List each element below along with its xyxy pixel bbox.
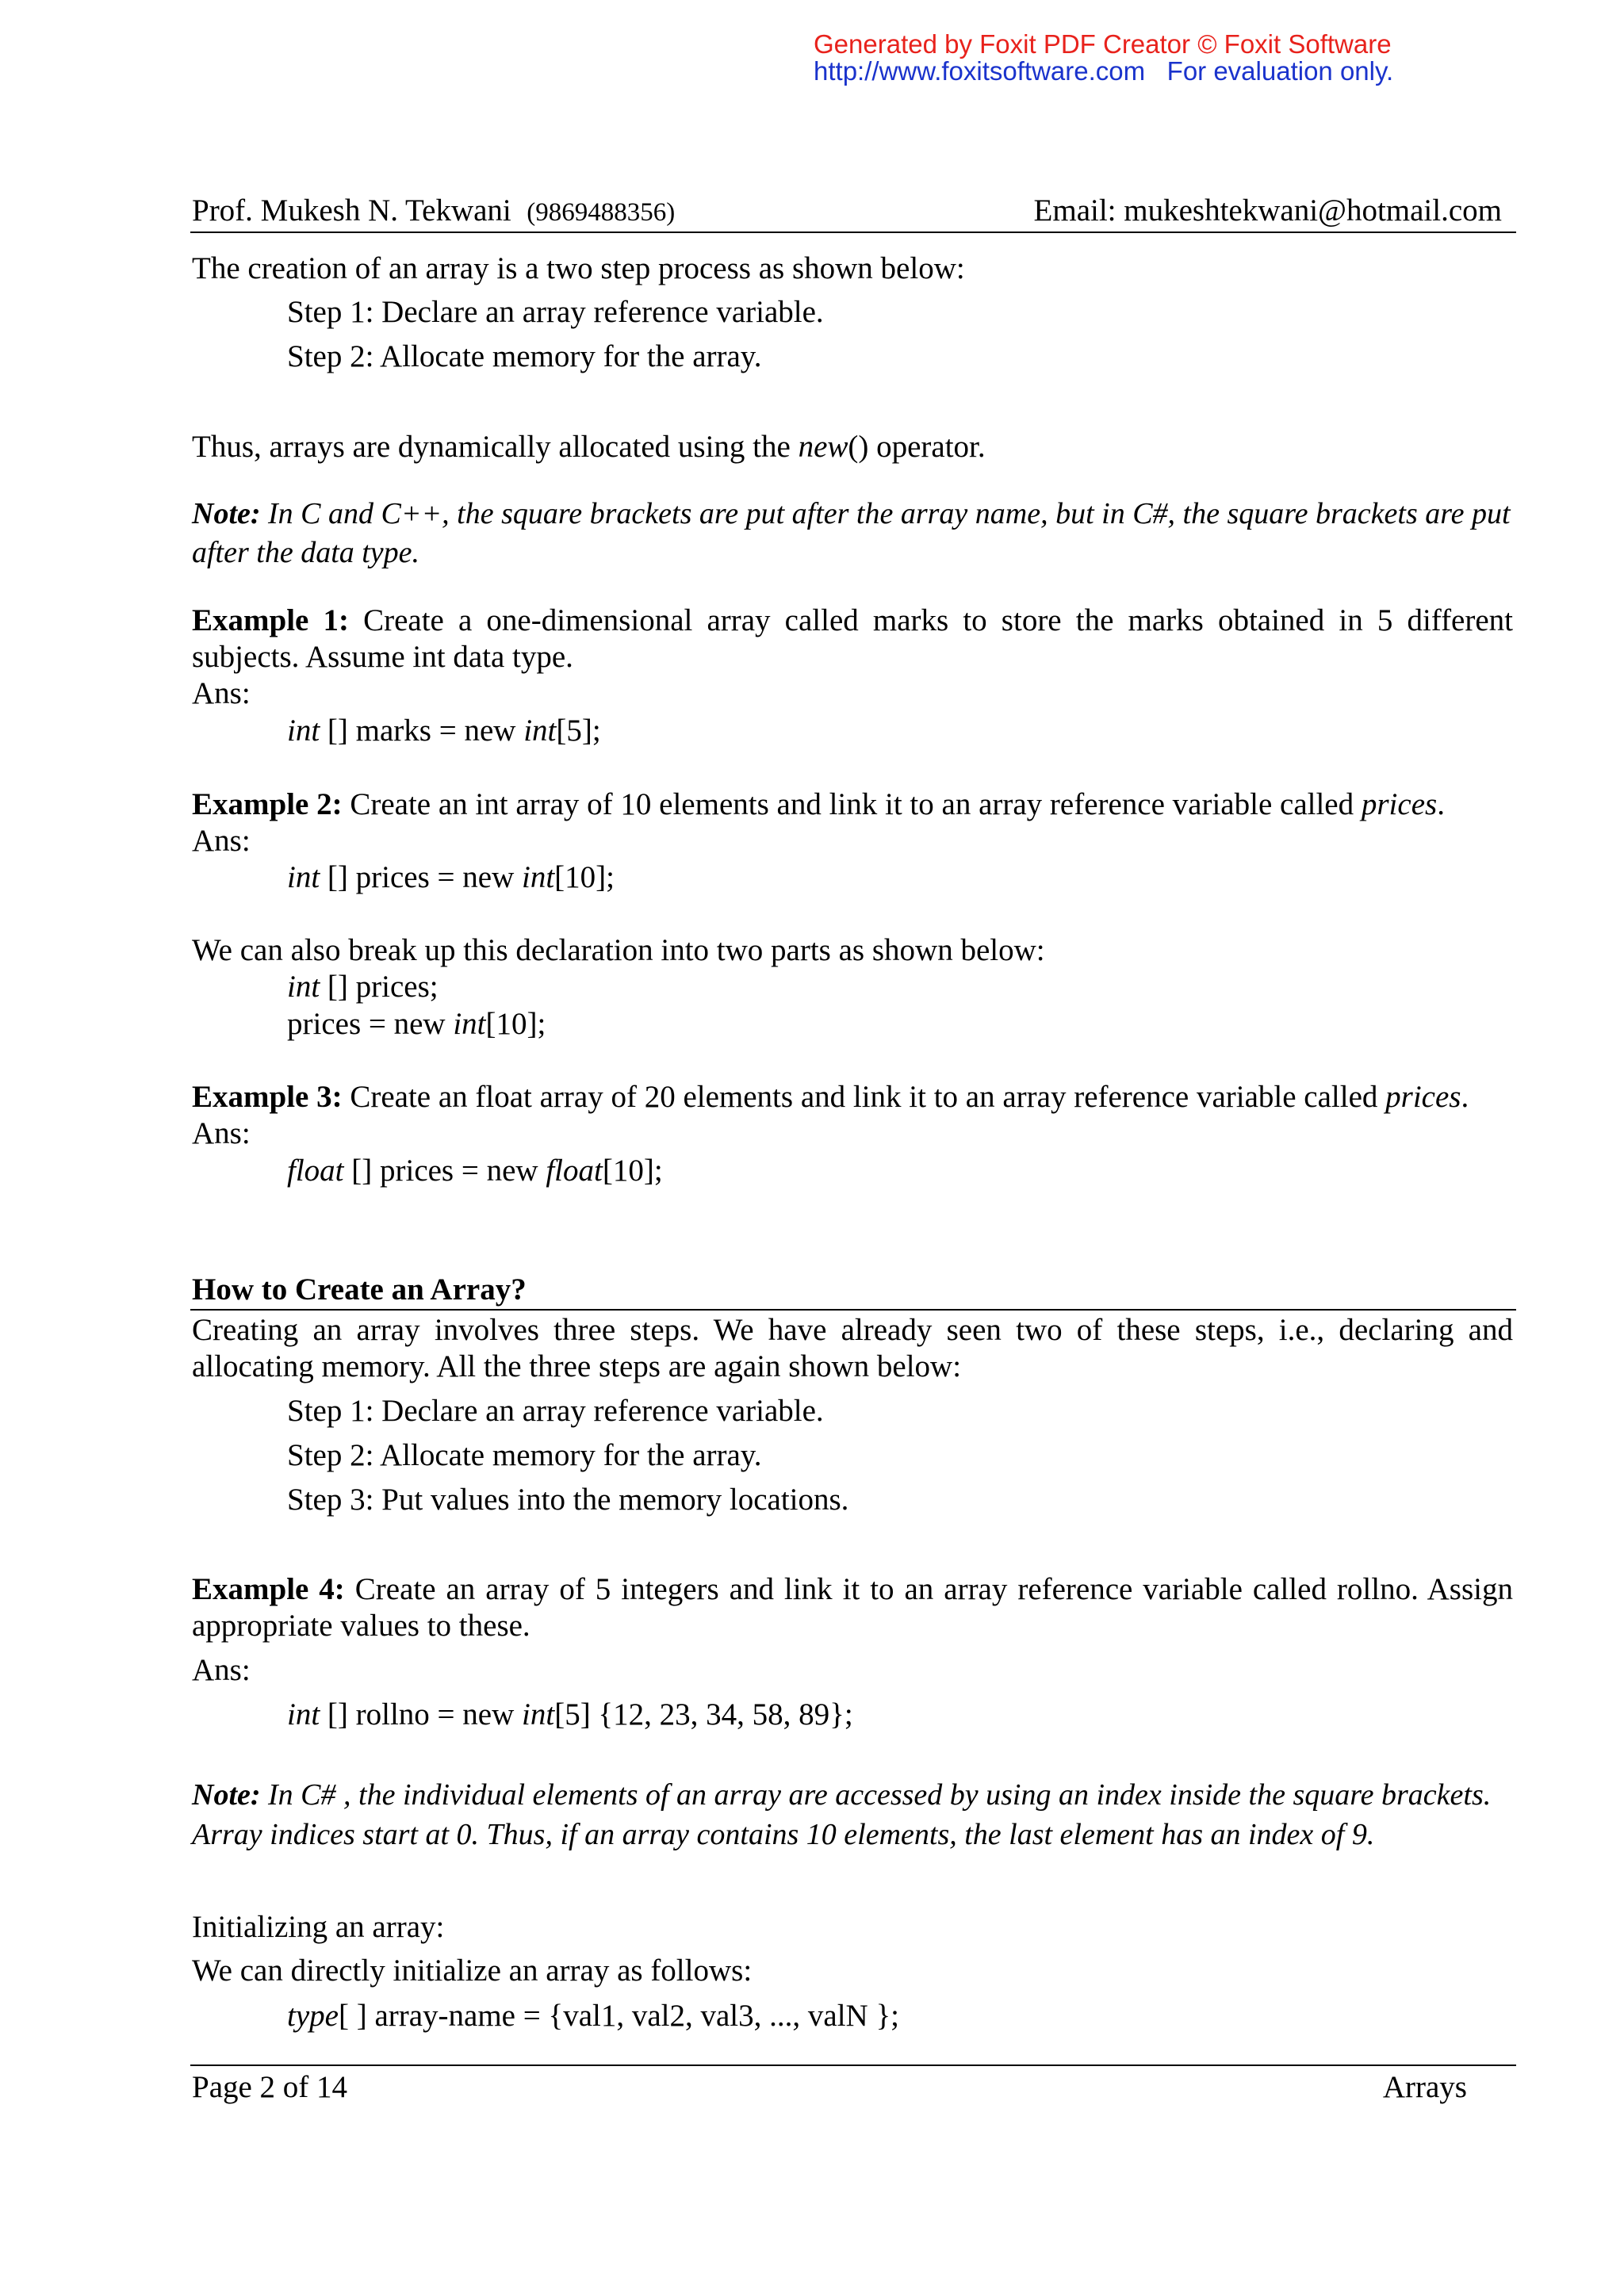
note-1-line-1: Note: In C and C++, the square brackets are put after the array name, but in C#, the square brackets are put xyxy=(192,497,1511,530)
section-step-1: Step 1: Declare an array reference variable. xyxy=(287,1394,824,1428)
header-author: Prof. Mukesh N. Tekwani xyxy=(192,193,511,228)
watermark-eval: For evaluation only. xyxy=(1166,56,1394,86)
intro-thus: Thus, arrays are dynamically allocated using the new() operator. xyxy=(192,430,986,464)
section-line-1: Creating an array involves three steps. We have already seen two of these steps, i.e., declaring and xyxy=(192,1313,1513,1347)
section-title: How to Create an Array? xyxy=(192,1272,527,1307)
example-1-label: Example 1: xyxy=(192,603,349,637)
note-2-line-2: Array indices start at 0. Thus, if an array contains 10 elements, the last element has an index of 9. xyxy=(192,1818,1375,1851)
example-3-code: float [] prices = new float[10]; xyxy=(287,1154,663,1188)
example-3-line: Example 3: Create an float array of 20 elements and link it to an array reference variable called prices. xyxy=(192,1080,1469,1114)
header-email: Email: mukeshtekwani@hotmail.com xyxy=(1033,193,1502,228)
section-rule xyxy=(190,1309,1516,1311)
intro-step-1: Step 1: Declare an array reference variable. xyxy=(287,295,824,329)
example-2-break-line: We can also break up this declaration into two parts as shown below: xyxy=(192,933,1045,967)
example-2-ans: Ans: xyxy=(192,824,251,858)
footer-rule xyxy=(190,2064,1516,2066)
example-4-line-2: appropriate values to these. xyxy=(192,1609,530,1643)
header-author-line xyxy=(192,193,675,230)
example-1-line-1: Example 1: Create a one-dimensional array called marks to store the marks obtained in 5 different xyxy=(192,603,1513,637)
section-step-2: Step 2: Allocate memory for the array. xyxy=(287,1438,762,1472)
footer-topic: Arrays xyxy=(1382,2070,1467,2104)
example-3-label: Example 3: xyxy=(192,1080,343,1114)
example-4-ans: Ans: xyxy=(192,1653,251,1687)
example-1-ans: Ans: xyxy=(192,676,251,710)
section-step-3: Step 3: Put values into the memory locations. xyxy=(287,1483,849,1517)
example-2-alloc: prices = new int[10]; xyxy=(287,1007,546,1041)
init-code: type[ ] array-name = {val1, val2, val3, ..., valN }; xyxy=(287,1999,899,2033)
example-1-code: int [] marks = new int[5]; xyxy=(287,714,601,748)
watermark-line2 xyxy=(814,57,1393,86)
init-title: Initializing an array: xyxy=(192,1910,445,1944)
example-4-code: int [] rollno = new int[5] {12, 23, 34, 58, 89}; xyxy=(287,1697,853,1732)
note-label: Note: xyxy=(192,497,261,530)
example-2-line: Example 2: Create an int array of 10 elements and link it to an array reference variable called prices. xyxy=(192,787,1445,821)
example-2-code: int [] prices = new int[10]; xyxy=(287,860,615,894)
header-rule xyxy=(190,232,1516,233)
example-3-ans: Ans: xyxy=(192,1116,251,1150)
example-4-label: Example 4: xyxy=(192,1572,345,1606)
watermark-url[interactable]: http://www.foxitsoftware.com xyxy=(814,56,1146,86)
footer-page-number: Page 2 of 14 xyxy=(192,2070,348,2104)
note-2-line-1: Note: In C# , the individual elements of an array are accessed by using an index inside the square brackets. xyxy=(192,1778,1492,1812)
init-line: We can directly initialize an array as follows: xyxy=(192,1954,753,1988)
example-4-line-1: Example 4: Create an array of 5 integers and link it to an array reference variable called rollno. Assign xyxy=(192,1572,1513,1606)
example-1-line-2: subjects. Assume int data type. xyxy=(192,640,573,674)
intro-text: The creation of an array is a two step process as shown below: xyxy=(192,251,965,285)
note-1-line-2: after the data type. xyxy=(192,536,420,569)
example-2-label: Example 2: xyxy=(192,787,343,821)
intro-step-2: Step 2: Allocate memory for the array. xyxy=(287,339,762,373)
note-2-label: Note: xyxy=(192,1778,261,1812)
header-phone: (9869488356) xyxy=(527,198,676,227)
watermark-creator: Generated by Foxit PDF Creator © Foxit Software xyxy=(814,29,1392,59)
section-line-2: allocating memory. All the three steps are again shown below: xyxy=(192,1349,962,1383)
example-2-decl: int [] prices; xyxy=(287,970,439,1004)
